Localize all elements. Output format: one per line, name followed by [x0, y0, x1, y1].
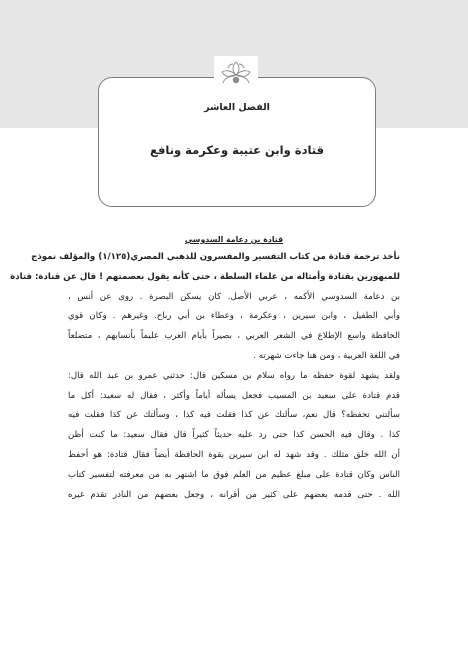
- paragraph: [10, 248, 400, 367]
- text-line: في اللغة العربية ، ومن هنا جاءت شهرته .: [253, 350, 400, 361]
- text-line: للمبهورين بقتادة وأمثاله من علماء السلطة ، حتى كأنه يقول بعصمتهم ! قال عن قتادة: قتادة: [10, 271, 400, 282]
- body-text: [10, 248, 400, 505]
- text-line: ولقد يشهد لقوة حفظه ما رواه سلام بن مسكين قال: حدثني عمرو بن عبد الله قال:: [68, 370, 400, 381]
- text-line: سألتني تحفظه؟ قال نعم، سألتك عن كذا فقلت فيه كذا ، وسألتك عن كذا فقلت فيه: [68, 410, 400, 421]
- text-line: الناس وكان قتادة على مبلغ عظيم من العلم فوق ما اشتهر به من معرفته لتفسير كتاب: [68, 469, 400, 480]
- text-line: نأخذ ترجمة قتادة من كتاب التفسير والمفسرون للذهبي المصري(١/١٢٥) والمؤلف نموذج: [31, 252, 400, 262]
- chapter-label: الفصل العاشر: [204, 102, 270, 113]
- text-line: كذا . وقال فيه الحسن كذا حتى رد عليه حديثاً كثيراً قال فقال سعيد: ما كنت أظن: [68, 430, 400, 441]
- flower-ornament-icon: [214, 56, 258, 90]
- text-line: الله . حتى قدمه بعضهم على كثير من أقرانه ، وجعل بعضهم من النادر تقدم غيره: [68, 489, 400, 500]
- text-line: الحافظة واسع الإطلاع في الشعر العربي ، بصيراً بأيام العرب عليماً بأنسابهم ، متضلعاً: [68, 331, 400, 342]
- chapter-title: قتادة وابن عتيبة وعكرمة ونافع: [149, 143, 325, 157]
- paragraph: [68, 367, 400, 506]
- text-line: بن دعامة السدوسي الأكمه ، عربي الأصل. كان يسكن البصرة . روى عن أنس ،: [68, 291, 400, 302]
- chapter-frame: [98, 77, 376, 207]
- text-line: قدم قتادة على سعيد بن المسيب فجعل يسأله أياماً وأكثر ، فقال له سعيد: أكل ما: [68, 390, 400, 401]
- text-line: وأبي الطفيل ، وابن سيرين ، وعكرمة ، وعطاء بن أبي رباح. وغيرهم . وكان قوي: [68, 311, 400, 322]
- section-heading: قتادة بن دعامة السدوسي: [184, 235, 284, 244]
- text-line: أن الله خلق مثلك . وقد شهد له ابن سيرين بقوة الحافظة أيضاً فقال قتادة: هو أحفظ: [68, 449, 400, 460]
